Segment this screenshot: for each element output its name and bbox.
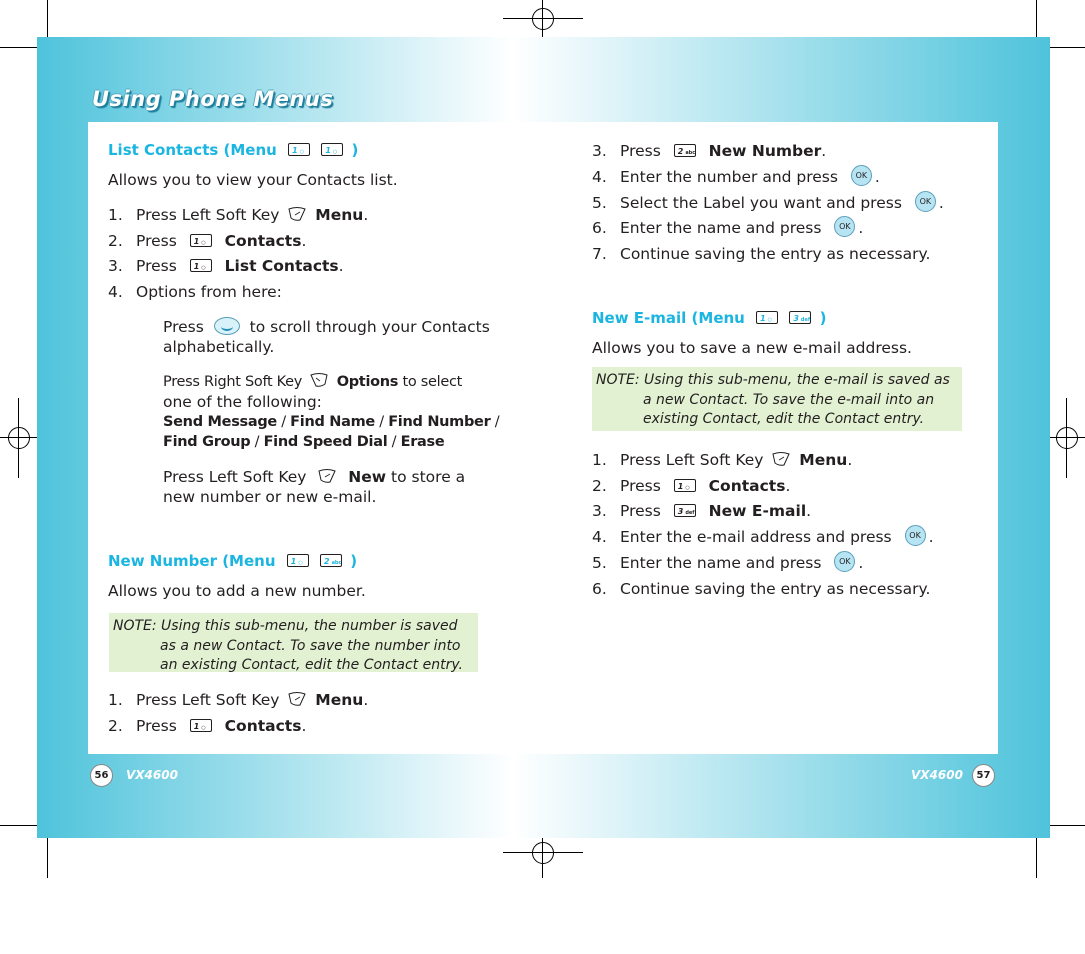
key-1-icon: 1 ○ xyxy=(756,311,778,324)
crop-mark xyxy=(0,825,37,826)
key-1-icon: 1 ○ xyxy=(287,554,309,567)
crop-mark xyxy=(1050,47,1085,48)
key-3-icon: 3 def xyxy=(674,504,696,517)
section-title: Using Phone Menus xyxy=(92,87,334,111)
new-number-step: 2. Press 1 ○ Contacts. xyxy=(108,717,307,735)
crop-mark xyxy=(47,838,48,878)
new-number-description: Allows you to add a new number. xyxy=(108,582,366,600)
new-email-step: 2. Press 1 ○ Contacts. xyxy=(592,477,791,495)
ok-key-icon: OK xyxy=(834,216,855,237)
key-1-icon: 1 ○ xyxy=(674,479,696,492)
new-number-step: 3. Press 2 abc New Number. xyxy=(592,142,827,160)
key-1-icon: 1 ○ xyxy=(190,234,212,247)
new-number-step: 1. Press Left Soft Key Menu. xyxy=(108,691,369,709)
option-right-line2: one of the following: xyxy=(163,393,322,411)
left-soft-key-icon xyxy=(287,691,307,707)
key-2-icon: 2 abc xyxy=(320,554,342,567)
left-soft-key-icon xyxy=(771,451,791,467)
list-contacts-step: 3. Press 1 ○ List Contacts. xyxy=(108,257,344,275)
key-1-icon: 1 ○ xyxy=(288,143,310,156)
new-number-heading: New Number (Menu 1 ○ 2 abc ) xyxy=(108,552,358,570)
option-scroll: Press to scroll through your Contacts xyxy=(163,318,490,336)
new-email-step: 4. Enter the e-mail address and press OK . xyxy=(592,527,934,548)
left-soft-key-icon xyxy=(317,468,337,484)
key-3-icon: 3 def xyxy=(789,311,811,324)
footer-model-right: VX4600 xyxy=(911,768,963,782)
option-list-line2: Find Group / Find Speed Dial / Erase xyxy=(163,434,445,450)
registration-mark xyxy=(532,8,554,30)
right-soft-key-icon xyxy=(309,372,329,388)
key-1-icon: 1 ○ xyxy=(190,259,212,272)
crop-mark xyxy=(1036,838,1037,878)
footer-model-left: VX4600 xyxy=(126,768,178,782)
new-email-note: NOTE: Using this sub-menu, the e-mail is saved as a new Contact. To save the e-mail into an existing Contact, edit the Contact entry. xyxy=(592,367,962,431)
ok-key-icon: OK xyxy=(834,551,855,572)
registration-mark xyxy=(1056,427,1078,449)
crop-mark xyxy=(0,47,37,48)
list-contacts-step: 2. Press 1 ○ Contacts. xyxy=(108,232,307,250)
new-number-step: 4. Enter the number and press OK . xyxy=(592,167,880,188)
key-1-icon: 1 ○ xyxy=(190,719,212,732)
crop-mark xyxy=(1036,0,1037,37)
left-soft-key-icon xyxy=(287,206,307,222)
crop-mark xyxy=(1050,825,1085,826)
option-list-line1: Send Message / Find Name / Find Number / xyxy=(163,414,500,430)
new-number-note: NOTE: Using this sub-menu, the number is saved as a new Contact. To save the number into an existing Contact, edit the Contact entry. xyxy=(109,613,478,672)
list-contacts-description: Allows you to view your Contacts list. xyxy=(108,171,398,189)
registration-mark xyxy=(8,427,30,449)
crop-mark xyxy=(47,0,48,37)
new-number-step: 6. Enter the name and press OK . xyxy=(592,218,863,239)
list-contacts-step: 4. Options from here: xyxy=(108,283,282,301)
list-contacts-step: 1. Press Left Soft Key Menu. xyxy=(108,206,369,224)
option-scroll-line2: alphabetically. xyxy=(163,338,275,356)
new-email-step: 6. Continue saving the entry as necessary. xyxy=(592,580,931,598)
page-number-left: 56 xyxy=(90,764,113,787)
option-left-soft-key: Press Left Soft Key New to store a xyxy=(163,468,466,486)
page-number-right: 57 xyxy=(972,764,995,787)
list-contacts-heading: List Contacts (Menu 1 ○ 1 ○ ) xyxy=(108,141,359,159)
ok-key-icon: OK xyxy=(851,165,872,186)
key-1-icon: 1 ○ xyxy=(321,143,343,156)
new-email-step: 3. Press 3 def New E-mail. xyxy=(592,502,812,520)
option-right-soft-key: Press Right Soft Key Options to select xyxy=(163,374,463,390)
ok-key-icon: OK xyxy=(905,525,926,546)
key-2-icon: 2 abc xyxy=(674,144,696,157)
navigation-key-icon xyxy=(214,317,240,335)
new-email-description: Allows you to save a new e-mail address. xyxy=(592,339,912,357)
ok-key-icon: OK xyxy=(915,191,936,212)
new-number-step: 7. Continue saving the entry as necessary. xyxy=(592,245,931,263)
new-email-step: 5. Enter the name and press OK . xyxy=(592,553,863,574)
option-left-line2: new number or new e-mail. xyxy=(163,488,377,506)
new-number-step: 5. Select the Label you want and press OK . xyxy=(592,193,944,214)
new-email-step: 1. Press Left Soft Key Menu. xyxy=(592,451,853,469)
registration-mark xyxy=(532,842,554,864)
new-email-heading: New E-mail (Menu 1 ○ 3 def ) xyxy=(592,309,827,327)
